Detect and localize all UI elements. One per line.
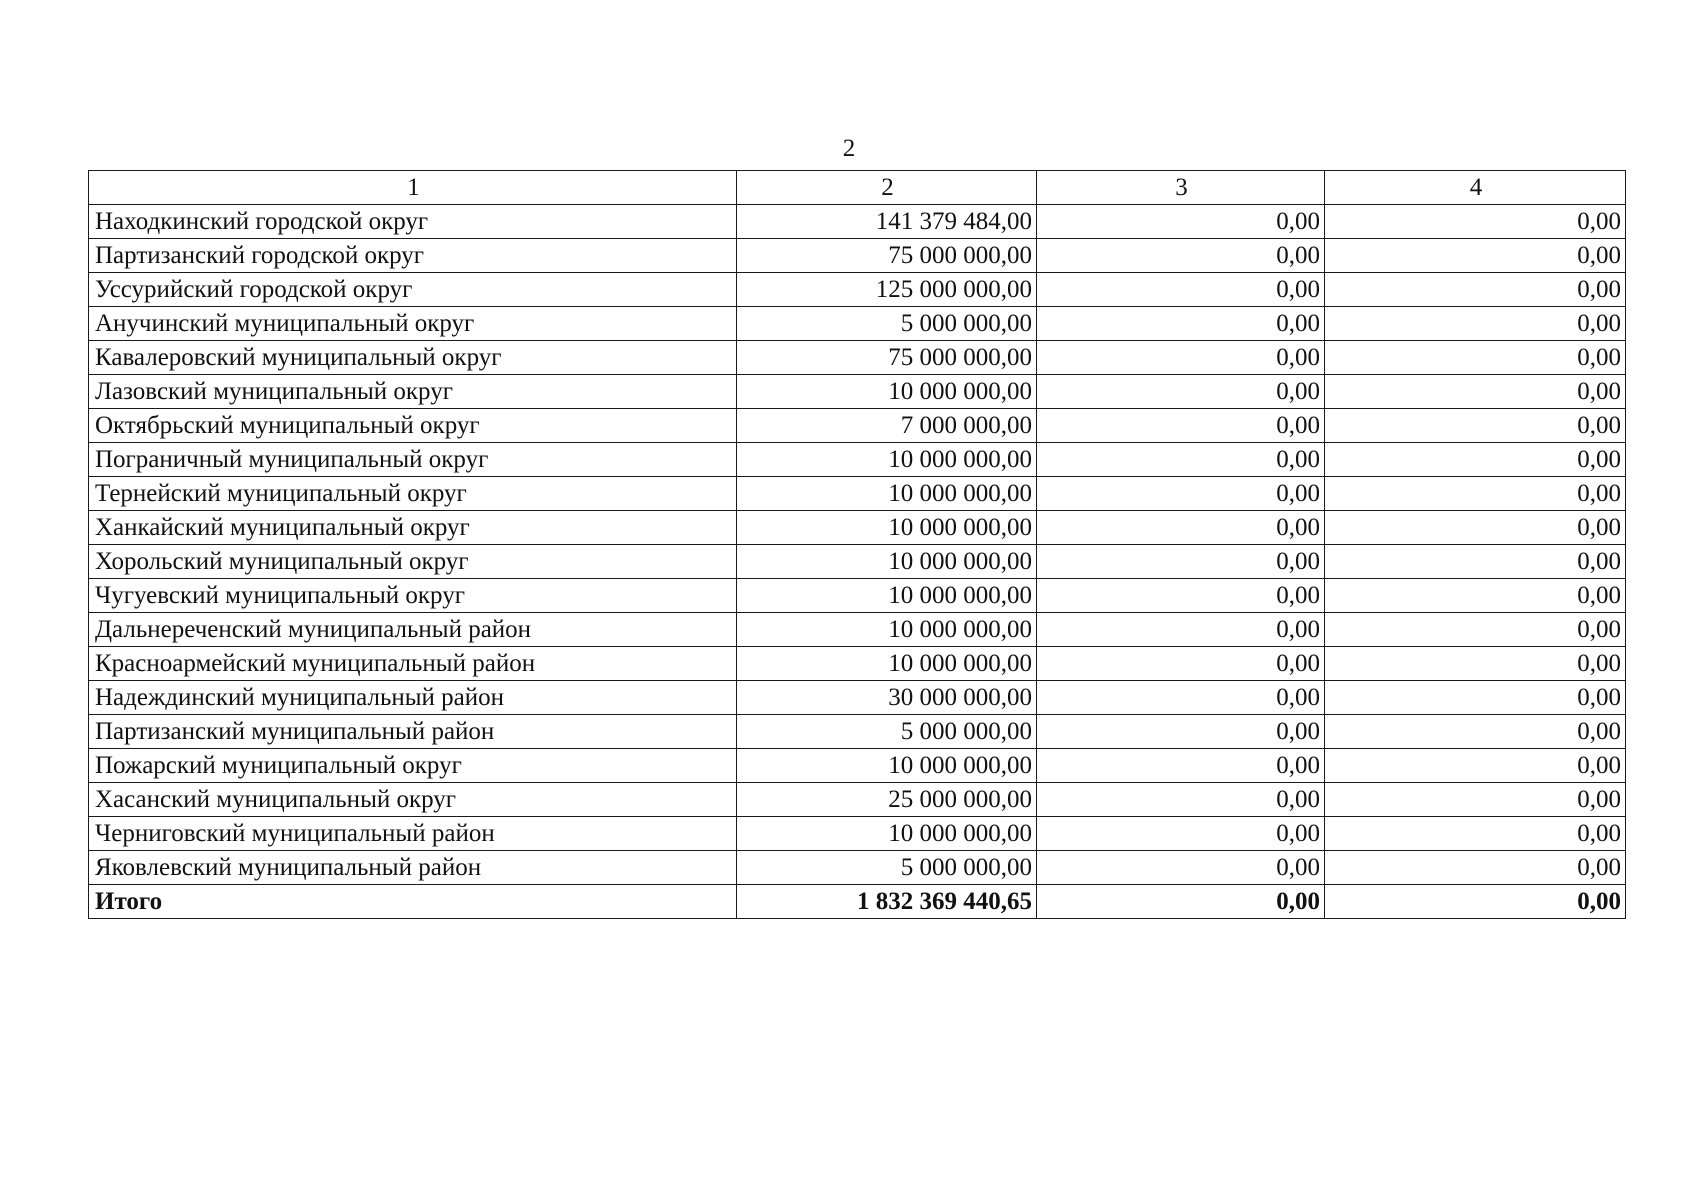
table-row	[89, 817, 1626, 851]
column-header: 2	[737, 171, 1037, 205]
amount-col4: 0,00	[1325, 205, 1626, 239]
amount-col4: 0,00	[1325, 341, 1626, 375]
table-row	[89, 273, 1626, 307]
amount-col2: 5 000 000,00	[737, 715, 1037, 749]
amount-col3: 0,00	[1037, 307, 1325, 341]
municipality-name: Октябрьский муниципальный округ	[89, 409, 737, 443]
column-header: 3	[1037, 171, 1325, 205]
amount-col3: 0,00	[1037, 409, 1325, 443]
amount-col2: 25 000 000,00	[737, 783, 1037, 817]
table-body	[89, 205, 1626, 919]
municipality-name: Красноармейский муниципальный район	[89, 647, 737, 681]
amount-col3: 0,00	[1037, 851, 1325, 885]
amount-col2: 75 000 000,00	[737, 239, 1037, 273]
amount-col2: 10 000 000,00	[737, 749, 1037, 783]
municipality-name: Находкинский городской округ	[89, 205, 737, 239]
amount-col4: 0,00	[1325, 613, 1626, 647]
amount-col4: 0,00	[1325, 851, 1626, 885]
table-row	[89, 375, 1626, 409]
amount-col3: 0,00	[1037, 783, 1325, 817]
municipality-name: Лазовский муниципальный округ	[89, 375, 737, 409]
municipality-name: Пожарский муниципальный округ	[89, 749, 737, 783]
municipality-name: Дальнереченский муниципальный район	[89, 613, 737, 647]
data-table	[88, 170, 1626, 919]
amount-col4: 0,00	[1325, 511, 1626, 545]
municipality-name: Ханкайский муниципальный округ	[89, 511, 737, 545]
amount-col3: 0,00	[1037, 715, 1325, 749]
header-row	[89, 171, 1626, 205]
amount-col2: 7 000 000,00	[737, 409, 1037, 443]
amount-col4: 0,00	[1325, 477, 1626, 511]
total-col4: 0,00	[1325, 885, 1626, 919]
amount-col2: 5 000 000,00	[737, 307, 1037, 341]
amount-col4: 0,00	[1325, 579, 1626, 613]
table-row	[89, 511, 1626, 545]
amount-col4: 0,00	[1325, 783, 1626, 817]
table-row	[89, 783, 1626, 817]
amount-col3: 0,00	[1037, 443, 1325, 477]
amount-col4: 0,00	[1325, 443, 1626, 477]
table-row	[89, 205, 1626, 239]
municipality-name: Хорольский муниципальный округ	[89, 545, 737, 579]
table-row	[89, 681, 1626, 715]
amount-col3: 0,00	[1037, 341, 1325, 375]
table-row	[89, 409, 1626, 443]
amount-col4: 0,00	[1325, 817, 1626, 851]
amount-col3: 0,00	[1037, 579, 1325, 613]
amount-col2: 141 379 484,00	[737, 205, 1037, 239]
column-header: 4	[1325, 171, 1626, 205]
amount-col4: 0,00	[1325, 715, 1626, 749]
column-header: 1	[89, 171, 737, 205]
amount-col2: 10 000 000,00	[737, 817, 1037, 851]
amount-col4: 0,00	[1325, 545, 1626, 579]
amount-col4: 0,00	[1325, 749, 1626, 783]
municipality-name: Пограничный муниципальный округ	[89, 443, 737, 477]
amount-col2: 10 000 000,00	[737, 443, 1037, 477]
municipality-name: Чугуевский муниципальный округ	[89, 579, 737, 613]
amount-col3: 0,00	[1037, 511, 1325, 545]
amount-col3: 0,00	[1037, 273, 1325, 307]
municipality-name: Партизанский муниципальный район	[89, 715, 737, 749]
municipality-name: Уссурийский городской округ	[89, 273, 737, 307]
amount-col3: 0,00	[1037, 205, 1325, 239]
amount-col4: 0,00	[1325, 647, 1626, 681]
amount-col4: 0,00	[1325, 307, 1626, 341]
table-row	[89, 613, 1626, 647]
amount-col2: 125 000 000,00	[737, 273, 1037, 307]
table-row	[89, 307, 1626, 341]
amount-col4: 0,00	[1325, 409, 1626, 443]
municipality-name: Тернейский муниципальный округ	[89, 477, 737, 511]
amount-col2: 5 000 000,00	[737, 851, 1037, 885]
amount-col3: 0,00	[1037, 477, 1325, 511]
total-col3: 0,00	[1037, 885, 1325, 919]
amount-col3: 0,00	[1037, 545, 1325, 579]
amount-col3: 0,00	[1037, 749, 1325, 783]
amount-col3: 0,00	[1037, 817, 1325, 851]
municipality-name: Черниговский муниципальный район	[89, 817, 737, 851]
table-row	[89, 579, 1626, 613]
table-row	[89, 341, 1626, 375]
municipality-name: Хасанский муниципальный округ	[89, 783, 737, 817]
amount-col2: 10 000 000,00	[737, 545, 1037, 579]
total-col2: 1 832 369 440,65	[737, 885, 1037, 919]
total-row	[89, 885, 1626, 919]
table-row	[89, 443, 1626, 477]
amount-col2: 10 000 000,00	[737, 477, 1037, 511]
table-row	[89, 647, 1626, 681]
amount-col3: 0,00	[1037, 613, 1325, 647]
page-number: 2	[842, 135, 856, 162]
amount-col4: 0,00	[1325, 375, 1626, 409]
table-row	[89, 545, 1626, 579]
table-row	[89, 851, 1626, 885]
amount-col4: 0,00	[1325, 239, 1626, 273]
amount-col2: 10 000 000,00	[737, 647, 1037, 681]
amount-col4: 0,00	[1325, 273, 1626, 307]
amount-col4: 0,00	[1325, 681, 1626, 715]
municipality-name: Партизанский городской округ	[89, 239, 737, 273]
amount-col3: 0,00	[1037, 375, 1325, 409]
amount-col2: 10 000 000,00	[737, 613, 1037, 647]
table-row	[89, 477, 1626, 511]
municipality-name: Анучинский муниципальный округ	[89, 307, 737, 341]
municipality-name: Надеждинский муниципальный район	[89, 681, 737, 715]
table-row	[89, 239, 1626, 273]
amount-col3: 0,00	[1037, 681, 1325, 715]
table-row	[89, 715, 1626, 749]
amount-col2: 10 000 000,00	[737, 375, 1037, 409]
amount-col3: 0,00	[1037, 239, 1325, 273]
amount-col2: 75 000 000,00	[737, 341, 1037, 375]
municipality-name: Яковлевский муниципальный район	[89, 851, 737, 885]
total-label: Итого	[89, 885, 737, 919]
table-row	[89, 749, 1626, 783]
amount-col2: 10 000 000,00	[737, 579, 1037, 613]
amount-col2: 30 000 000,00	[737, 681, 1037, 715]
amount-col3: 0,00	[1037, 647, 1325, 681]
amount-col2: 10 000 000,00	[737, 511, 1037, 545]
municipality-name: Кавалеровский муниципальный округ	[89, 341, 737, 375]
